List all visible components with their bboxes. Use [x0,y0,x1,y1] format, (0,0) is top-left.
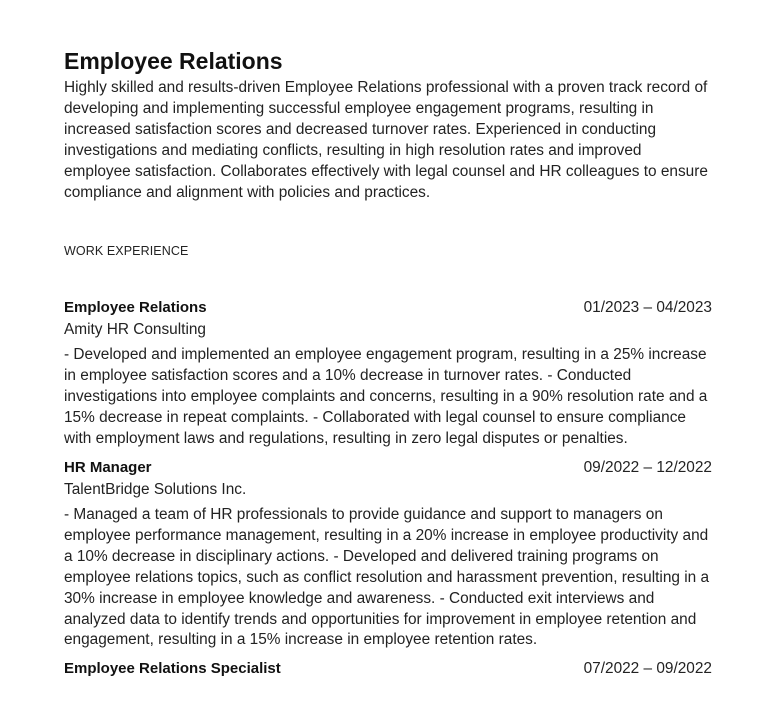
resume-summary: Highly skilled and results-driven Employee Relations professional with a proven track record of developing and implementing successful employee engagement programs, resulting in increased satisfaction scores and decreased turnover rates. Experienced in conducting investigations and mediating conflicts, resulting in high resolution rates and improved employee satisfaction. Collaborates effectively with legal counsel and HR colleagues to ensure compliance and alignment with policies and practices. [64,79,708,201]
job-entry [64,457,712,651]
job-description: - Developed and implemented an employee engagement program, resulting in a 25% increase in employee satisfaction scores and a 10% decrease in turnover rates. - Conducted investigations into employee complaints and concerns, resulting in a 90% resolution rate and a 15% decrease in repeat complaints. - Collaborated with legal counsel to ensure compliance with employment laws and regulations, resulting in zero legal disputes or penalties. [64,346,708,448]
job-header [64,297,712,319]
job-header [64,457,712,479]
job-title: Employee Relations [64,299,207,317]
job-entry [64,297,712,450]
job-header [64,658,712,680]
job-entry [64,658,712,680]
job-title: HR Manager [64,458,152,476]
job-dates: 01/2023 – 04/2023 [583,299,712,317]
job-description: - Managed a team of HR professionals to provide guidance and support to managers on employee performance management, resulting in a 20% increase in employee productivity and a 10% decrease in disciplinary actions. - Developed and delivered training programs on employee relations topics, such as conflict resolution and harassment prevention, resulting in a 30% increase in employee knowledge and awareness. - Conducted exit interviews and analyzed data to identify trends and opportunities for improvement in employee retention and engagement, resulting in a 15% increase in employee retention rates. [64,505,710,649]
job-company: Amity HR Consulting [64,321,206,339]
job-list [64,297,712,680]
job-dates: 09/2022 – 12/2022 [583,458,712,476]
job-dates: 07/2022 – 09/2022 [583,660,712,678]
job-title: Employee Relations Specialist [64,660,281,678]
resume-page [64,45,712,687]
job-company: TalentBridge Solutions Inc. [64,480,247,498]
work-experience-heading: WORK EXPERIENCE [64,244,189,259]
resume-name: Employee Relations [64,48,283,74]
